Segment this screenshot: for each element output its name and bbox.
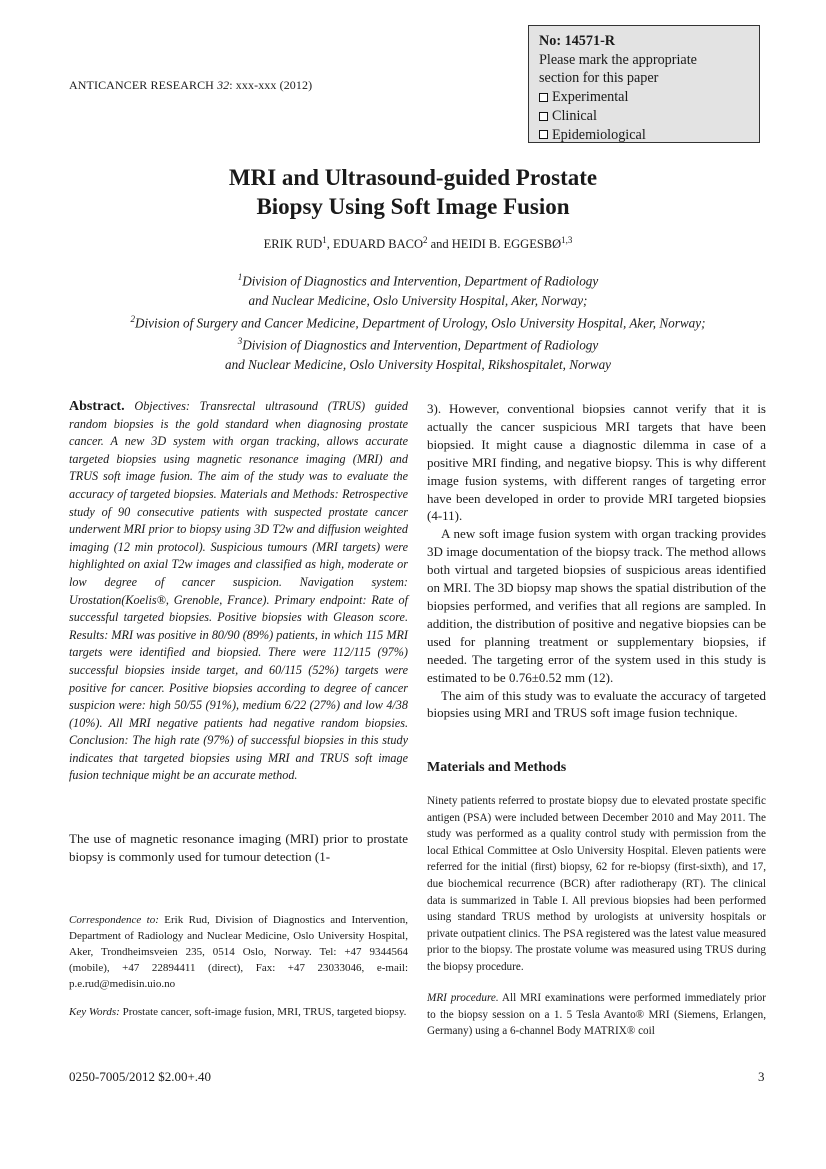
affiliation-3-sup: 3: [237, 336, 243, 347]
mri-procedure-label: MRI procedure.: [427, 992, 499, 1004]
abstract: [69, 398, 408, 785]
intro-text: The use of magnetic resonance imaging (MRI) prior to prostate biopsy is commonly used for tumour detection (1-: [69, 831, 408, 864]
option-label-clinical: Clinical: [552, 107, 597, 124]
author-3: HEIDI B. EGGESBØ: [451, 237, 562, 252]
journal-word-2: ESEARCH: [158, 78, 214, 92]
author-1-sup: 1: [322, 235, 327, 245]
affiliation-2-sup: 2: [130, 313, 135, 324]
affiliations: [0, 268, 826, 374]
issn-footer: 0250-7005/2012 $2.00+.40: [69, 1069, 212, 1084]
checkbox-clinical[interactable]: [539, 112, 548, 121]
methods-paragraph-1: [427, 793, 766, 976]
affiliation-2-line-1: [0, 310, 826, 333]
affiliation-1-line-2: and Nuclear Medicine, Oslo University Hospital, Aker, Norway;: [248, 292, 588, 308]
affiliation-1-text: Division of Diagnostics and Intervention, Department of Radiology: [242, 273, 599, 289]
methods-paragraph-2: [427, 990, 766, 1040]
option-epidemiological[interactable]: [539, 126, 749, 145]
author-1: ERIK RUD: [263, 237, 323, 252]
correspondence-text: Erik Rud, Division of Diagnostics and Intervention, Department of Radiology and Nuclear Medicine, Oslo University Hospital, Aker, Trondheimsveien 235, 0514 Oslo, Norway. Tel: +47 9344564 (mobile), +47 22894411 (direct), Fax: +47 23033046, e-mail: p.e.rud@medisin.uio.no: [69, 914, 408, 990]
option-label-experimental: Experimental: [552, 89, 629, 106]
body-paragraph-2: A new soft image fusion system with organ tracking provides 3D image documentation of the biopsy track. The method allows both virtual and targeted biopsies of suspicious areas identified on MRI. The 3D biopsy map shows the spatial distribution of the biopsies performed, and verifies that all regions are sampled. In addition, the distribution of positive and negative biopsies can be used for planning treatment or supplementary biopsies, if needed. The targeting error of the system used in this study is estimated to be 0.76±0.52 mm (12).: [427, 526, 766, 685]
markbox-instruction-1: Please mark the appropriate: [539, 51, 697, 68]
keywords: [69, 1004, 408, 1020]
correspondence-footnote: [69, 912, 408, 992]
journal-initial-2: R: [150, 78, 159, 92]
affiliation-1-sup: 1: [237, 272, 243, 282]
affiliation-3-line-2: and Nuclear Medicine, Oslo University Hospital, Rikshospitalet, Norway: [224, 356, 612, 372]
title-line-1: MRI and Ultrasound-guided Prostate: [228, 165, 598, 190]
right-column-body: [427, 400, 766, 722]
option-label-epidemiological: Epidemiological: [552, 126, 646, 143]
checkbox-experimental[interactable]: [539, 93, 548, 102]
correspondence-label: Correspondence to:: [69, 914, 159, 926]
introduction-paragraph: [69, 830, 408, 866]
paper-title: [0, 163, 826, 221]
keywords-label: Key Words:: [69, 1006, 120, 1018]
keywords-text: Prostate cancer, soft-image fusion, MRI, TRUS, targeted biopsy.: [119, 1006, 407, 1018]
manuscript-number: No: 14571-R: [539, 33, 616, 49]
markbox-instruction-2: section for this paper: [539, 70, 659, 87]
author-3-sup: 1,3: [561, 235, 573, 245]
section-mark-box: [528, 25, 760, 143]
abstract-heading: Abstract.: [69, 399, 125, 414]
checkbox-epidemiological[interactable]: [539, 130, 548, 139]
journal-initial-1: A: [69, 78, 78, 92]
journal-header: [69, 78, 312, 93]
journal-pages: : xxx-xxx (2012): [229, 78, 313, 92]
affiliation-1-line-1: [0, 268, 826, 291]
author-list: [0, 235, 826, 252]
option-experimental[interactable]: [539, 88, 749, 107]
title-line-2: Biopsy Using Soft Image Fusion: [256, 194, 570, 219]
author-2: EDUARD BACO: [333, 237, 423, 252]
affiliation-3-text: Division of Diagnostics and Intervention, Department of Radiology: [242, 337, 599, 353]
author-sep-1: ,: [326, 237, 334, 252]
affiliation-3-line-1: [0, 332, 826, 355]
abstract-text: Objectives: Transrectal ultrasound (TRUS) guided random biopsies is the gold standard when diagnosing prostate cancer. A new 3D system with organ tracking, allows accurate targeted biopsies using magnetic resonance imaging (MRI) and TRUS soft image fusion. The aim of the study was to evaluate the accuracy of targeted biopsies. Materials and Methods: Retrospective study of 90 consecutive patients with suspected prostate cancer underwent MRI prior to biopsy using 3D T2w and diffusion weighted imaging (12 min protocol). Suspicious tumours (MRI targets) were highlighted on axial T2w images and classified as high, moderate or low degree of cancer suspicion. Navigation system: Urostation(Koelis®, Grenoble, France). Primary endpoint: Rate of successful targeted biopsies. Positive biopsies with Gleason score. Results: MRI was positive in 80/90 (89%) patients, in which 115 MRI targets were identified and biopsied. There were 112/115 (97%) successful biopsies inside target, and 60/115 (52%) targets were positive for cancer. Positive biopsies according to degree of cancer suspicion were: high 50/55 (91%), medium 6/22 (27%) and low 4/38 (10%). All MRI negative patients had negative random biopsies. Conclusion: The high rate (97%) of successful biopsies in this study indicates that targeted biopsies using MRI and TRUS soft image fusion technique might be an accurate method.: [69, 399, 408, 783]
option-clinical[interactable]: [539, 107, 749, 126]
affiliation-2-text: Division of Surgery and Cancer Medicine, Department of Urology, Oslo University Hospital, Aker, Norway;: [134, 315, 706, 331]
author-2-sup: 2: [422, 235, 428, 245]
page-number: 3: [758, 1069, 765, 1084]
methods-text-1: Ninety patients referred to prostate biopsy due to elevated prostate specific antigen (PSA) were included between December 2010 and May 2011. The study was performed as a quality control study with permission from the local Ethical Committee at Oslo University Hospital. Eleven patients were referred for the initial (first) biopsy, 62 for re-biopsy (first-sixth), and 17, due biochemical recurrence (BCR) after radiotherapy (RT). The clinical data is summarized in Table I. All previous biopsies had been performed using standard TRUS method by urologists at university hospitals or private outpatient clinics. The PSA registered was the latest value measured prior to the biopsy. The prostate volume was measured using TRUS during the biopsy procedure.: [427, 795, 766, 973]
mri-procedure-text: All MRI examinations were performed immediately prior to the biopsy session on a 1. 5 Tesla Avanto® MRI (Siemens, Erlangen, Germany) using a 6-channel Body MATRIX® coil: [427, 992, 766, 1038]
body-paragraph-3: The aim of this study was to evaluate the accuracy of targeted biopsies using MRI and TRUS soft image fusion technique.: [427, 687, 766, 721]
journal-volume: 32: [217, 78, 230, 92]
journal-word-1: NTICANCER: [77, 78, 148, 92]
body-paragraph-1: 3). However, conventional biopsies cannot verify that it is actually the cancer suspicious MRI targets that have been biopsied. It might cause a diagnostic dilemma in case of a positive MRI finding, and negative biopsy. This is why different image fusion systems, with different ranges of targeting error have been developed in order to provide MRI targeted biopsies (4-11).: [427, 401, 766, 524]
author-sep-2: and: [427, 237, 452, 252]
section-heading-methods: Materials and Methods: [427, 760, 567, 775]
